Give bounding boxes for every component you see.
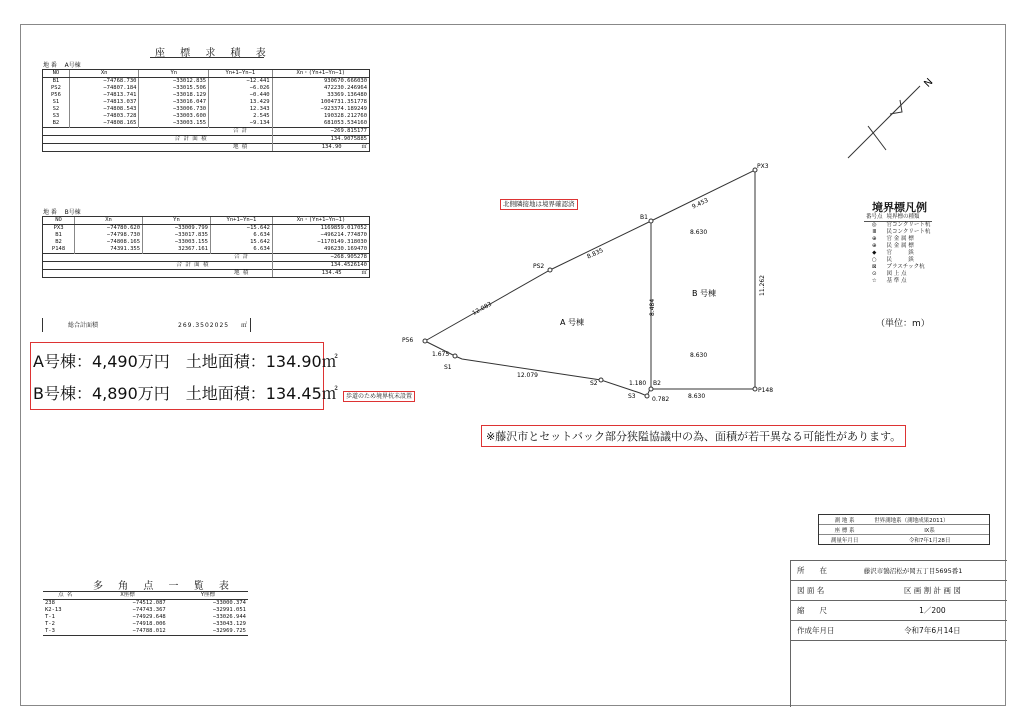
price-b-line: B号棟：4,890万円 土地面積：134.45㎡ [33,384,338,403]
legend-item: Ⅲ 民コンクリート杭 [872,229,931,235]
survey-point-p56 [423,339,427,343]
total-area-unit: ㎡ [241,322,248,329]
dim-label: 8.630 [688,393,706,400]
table-row: T-2 −74918.006 −33043.129 [45,621,246,627]
point-label-s2: S2 [590,380,598,387]
table-b-double-area-row: 合 計 面 積 134.4526140 [43,262,369,270]
building-label-b: B 号棟 [692,289,717,298]
table-a-header: Xn・(Yn+1−Yn−1) [272,70,369,78]
table-b-header: NO [43,217,75,225]
legend-item: ⊙ 図 上 点 [871,271,907,277]
title-block-row: 縮 尺 1／200 [791,601,1007,621]
table-row: P148 74391.355 32367.161 6.634 496230.169470 [43,246,369,254]
table-b-header: Xn・(Yn+1−Yn−1) [272,217,369,225]
boundary-legend [864,214,932,285]
legend-item: ⊠ プラスチック杭 [871,264,925,270]
table-b-area-row: 地 積 134.45 ㎡ [43,270,369,278]
dim-label: 9.453 [690,196,710,211]
legend-unit-note: （単位：m） [876,319,930,329]
title-block-row: 図 面 名 区 画 割 計 画 図 [791,581,1007,601]
table-a-header: Xn [69,70,139,78]
legend-title: 境界標凡例 [872,201,927,214]
north-arrow-label: N [922,76,936,90]
dim-label: 8.630 [690,352,708,359]
multi-point-table-title: 多 角 点 一 覧 表 [93,581,235,592]
legend-item: ◎ 官コンクリート杭 [871,222,931,228]
survey-point-p148 [753,387,757,391]
point-label-b2: B2 [653,380,661,387]
total-area-value: 269.3502025 [178,322,230,329]
survey-info-box [818,514,990,545]
table-row: PS2 −74807.184 −33015.506 −6.026 472230.246964 [43,85,369,92]
table-row: B1 −74798.730 −33017.835 6.634 −496214.774870 [43,232,369,239]
survey-point-s2 [599,378,603,382]
legend-item: ◆ 官 鋲 [872,250,914,256]
table-row: PX3 −74780.620 −33009.799 −15.642 1169859.017052 [43,225,369,233]
legend-header: 番号点 [866,214,883,220]
table-row: S2 −74808.543 −33006.730 12.343 −923374.189249 [43,106,369,113]
dim-label: 1.180 [629,380,647,387]
table-row: P56 −74813.741 −33018.129 −0.440 33369.136480 [43,92,369,99]
table-row: B2 −74808.165 −33003.155 15.642 −1170149.318030 [43,239,369,246]
table-row: T-1 −74929.648 −33026.944 [45,614,246,620]
survey-point-s3 [645,394,649,398]
table-b-header: Yn [143,217,211,225]
legend-item: ⊕ 民 金 属 標 [871,243,914,249]
price-a-line: A号棟：4,490万円 土地面積：134.90㎡ [33,352,338,371]
table-a-header: Yn [139,70,209,78]
north-boundary-note: 北側隣接地は境界確認済 [500,199,578,210]
legend-item: ☆ 基 準 点 [871,278,907,284]
table-row: 238 −74512.087 −33000.374 [45,600,246,606]
legend-item: ⊕ 官 金 属 標 [871,236,914,242]
title-block [790,560,1007,707]
table-a-area-row: 地 積 134.90 ㎡ [43,144,369,152]
area-disclaimer-note: ※藤沢市とセットバック部分狭隘協議中の為、面積が若干異なる可能性があります。 [481,425,906,447]
building-label-a: A 号棟 [560,318,585,327]
table-row: T-3 −74788.012 −32969.725 [45,628,246,634]
multi-table-header: Y座標 [168,592,248,600]
survey-point-b1 [649,219,653,223]
dim-label: 8.484 [649,298,656,316]
point-label-ps2: PS2 [533,263,545,270]
table-b-lot: 地 番 B号棟 [43,209,81,216]
table-row: B1 −74768.730 −33012.835 −12.441 930670.666030 [43,78,369,86]
table-row: S3 −74803.728 −33003.600 2.545 190328.212760 [43,113,369,120]
point-label-s3: S3 [628,393,636,400]
survey-point-s1 [453,354,457,358]
legend-item: ○ 民 鋲 [871,257,914,263]
dim-label: 0.782 [652,396,670,403]
survey-info-row: 座 標 系 Ⅸ系 [819,525,989,535]
table-b-header: Yn+1−Yn−1 [210,217,272,225]
survey-info-row: 測量年月日 令和7年1月28日 [830,537,951,544]
table-a-lot: 地 番 A号棟 [43,62,81,69]
survey-point-ps2 [548,268,552,272]
dim-label: 12.083 [471,300,494,317]
total-area-label: 総合計面積 [68,322,99,329]
survey-info-row: 測 地 系 世界測地系（測地成果2011） [819,515,989,525]
dim-label: 8.630 [690,229,708,236]
multi-table-header: X座標 [87,592,167,600]
table-row: B2 −74808.165 −33003.155 −9.134 681053.534160 [43,120,369,128]
table-b-total-row: 合 計 −268.905278 [43,254,369,262]
north-arrow-tick [890,100,902,114]
point-label-p148: P148 [758,387,774,394]
table-row: S1 −74813.037 −33016.047 13.429 1004731.351778 [43,99,369,106]
table-a-header: NO [43,70,69,78]
dim-label: 11.262 [759,275,766,296]
multi-point-table [43,591,248,636]
dim-label: 12.079 [517,372,538,379]
point-label-b1: B1 [640,214,648,221]
dim-label: 8.835 [585,246,605,261]
dim-label: 1.675 [432,351,450,358]
legend-header: 境界標の種類 [886,214,920,220]
table-a-header: Yn+1−Yn−1 [209,70,273,78]
point-label-p56: P56 [402,337,414,344]
table-a-double-area-row: 合 計 面 積 134.9075885 [43,136,369,144]
title-block-row: 作成年月日 令和7年6月14日 [791,621,1007,641]
table-b-header: Xn [75,217,143,225]
table-row: K2-13 −74743.367 −32991.051 [45,607,246,613]
area-table-title: 座 標 求 積 表 [155,48,272,59]
table-a-total-row: 合 計 −269.815177 [43,128,369,136]
point-label-s1: S1 [444,364,452,371]
survey-point-b2 [649,387,653,391]
title-block-row: 所 在 藤沢市鵠沼松が岡五丁目5695番1 [791,561,1007,581]
point-label-px3: PX3 [757,163,769,170]
sidewalk-note: 歩道のため境界杭未設置 [343,391,415,402]
multi-table-header: 点 名 [43,592,87,600]
